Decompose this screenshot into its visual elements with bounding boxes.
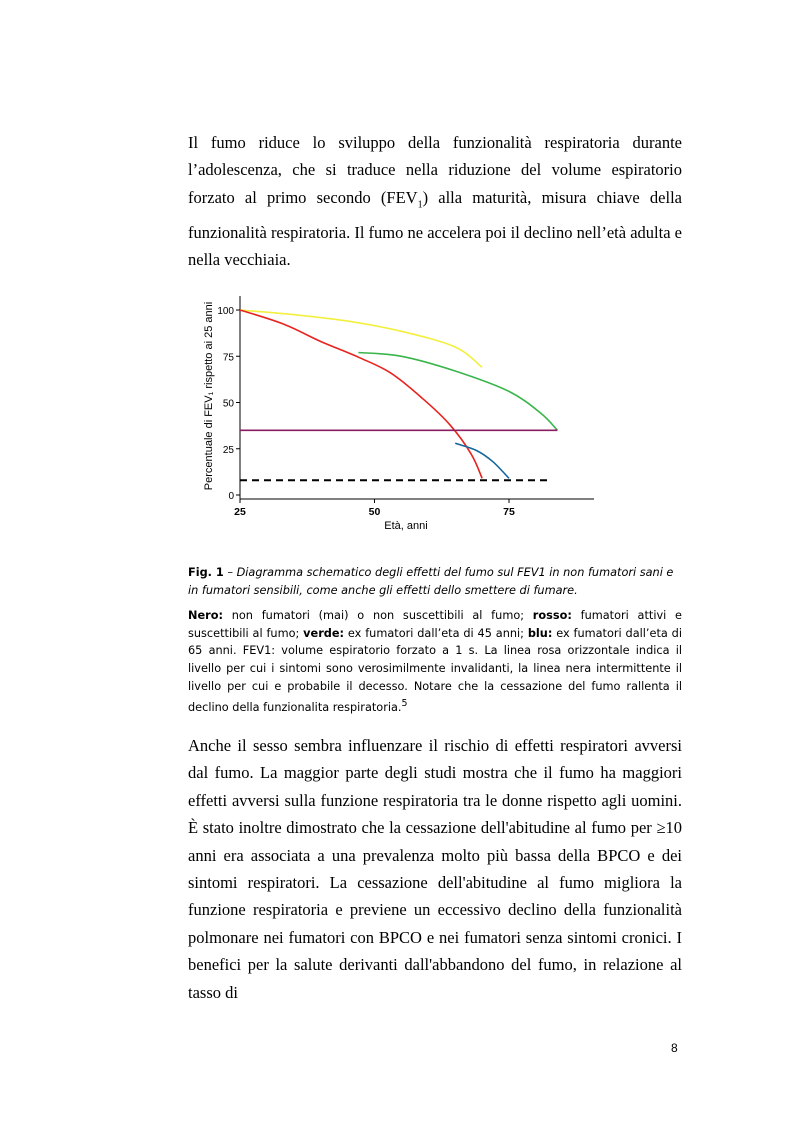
intro-paragraph-part-b: ) alla maturità, misura chiave della funzionalità respiratoria. Il fumo ne accelera poi il declino nell’età adulta e nella vecchiaia. xyxy=(188,187,682,269)
nero-label: Nero: xyxy=(188,609,223,623)
blu-text: ex fumatori dall’eta di 65 anni. FEV1: volume espiratorio forzato a 1 s. La linea rosa orizzontale indica il livello per cui i sintomi sono verosimilmente invalidanti, la linea nera intermittente il livello per cui e probabile il decesso. Notare che la cessazione del fumo rallenta il declino della funzionalita respiratoria. xyxy=(188,626,682,714)
x-tick-label: 75 xyxy=(503,506,515,518)
verde-text: ex fumatori dall’eta di 45 anni; xyxy=(344,626,528,640)
verde-label: verde: xyxy=(303,626,345,640)
rosso-text: fumatori attivi e suscettibili al fumo; xyxy=(188,609,683,640)
y-tick-label: 25 xyxy=(222,444,234,456)
fev1-chart xyxy=(196,296,606,536)
page-number: 8 xyxy=(671,1041,678,1055)
intro-paragraph-part-a: Il fumo riduce lo sviluppo della funzionalità respiratoria durante l’adolescenza, che si traduce nella riduzione del volume espiratorio forzato al primo secondo (FEV xyxy=(188,133,682,207)
series-line-2 xyxy=(240,310,482,478)
body-paragraph: Anche il sesso sembra influenzare il rischio di effetti respiratori avversi dal fumo. La maggior parte degli studi mostra che il fumo ha maggiori effetti avversi sulla funzione respiratoria tra le donne rispetto agli uomini. È stato inoltre dimostrato che la cessazione dell'abitudine al fumo per ≥10 anni era associata a una prevalenza molto più bassa della BPCO e dei sintomi respiratori. La cessazione dell'abitudine al fumo migliora la funzione respiratoria e previene un eccessivo declino della funzionalità polmonare nei fumatori con BPCO e nei fumatori senza sintomi cronici. I benefici per la salute derivanti dall'abbandono del fumo, in relazione al tasso di xyxy=(188,736,682,1002)
rosso-label: rosso: xyxy=(532,609,572,623)
fig-text: – Diagramma schematico degli effetti del fumo sul FEV1 in non fumatori sani e in fumatori sensibili, come anche gli effetti dello smettere di fumare. xyxy=(188,566,674,597)
series-line-3 xyxy=(358,353,557,431)
intro-paragraph xyxy=(188,129,682,273)
nero-text: non fumatori (mai) o non suscettibili al fumo; xyxy=(222,609,533,623)
fig-label: Fig. 1 xyxy=(188,566,224,579)
y-tick-label: 0 xyxy=(228,491,234,502)
caption-title xyxy=(188,564,682,599)
ticks xyxy=(217,306,515,518)
reference-number: 5 xyxy=(401,698,408,710)
y-tick-label: 50 xyxy=(222,398,234,410)
y-tick-label: 100 xyxy=(217,306,234,317)
x-axis-label: Età, anni xyxy=(384,520,428,532)
x-tick-label: 25 xyxy=(234,506,246,518)
fev-subscript: 1 xyxy=(417,199,423,211)
y-axis-label: Percentuale di FEV₁ rispetto ai 25 anni xyxy=(203,301,215,491)
x-tick-label: 50 xyxy=(368,506,381,518)
blu-label: blu: xyxy=(527,626,553,640)
series xyxy=(240,310,557,480)
series-line-4 xyxy=(455,443,509,478)
caption-legend xyxy=(188,607,682,716)
y-tick-label: 75 xyxy=(222,352,234,364)
figure-caption xyxy=(188,564,682,717)
